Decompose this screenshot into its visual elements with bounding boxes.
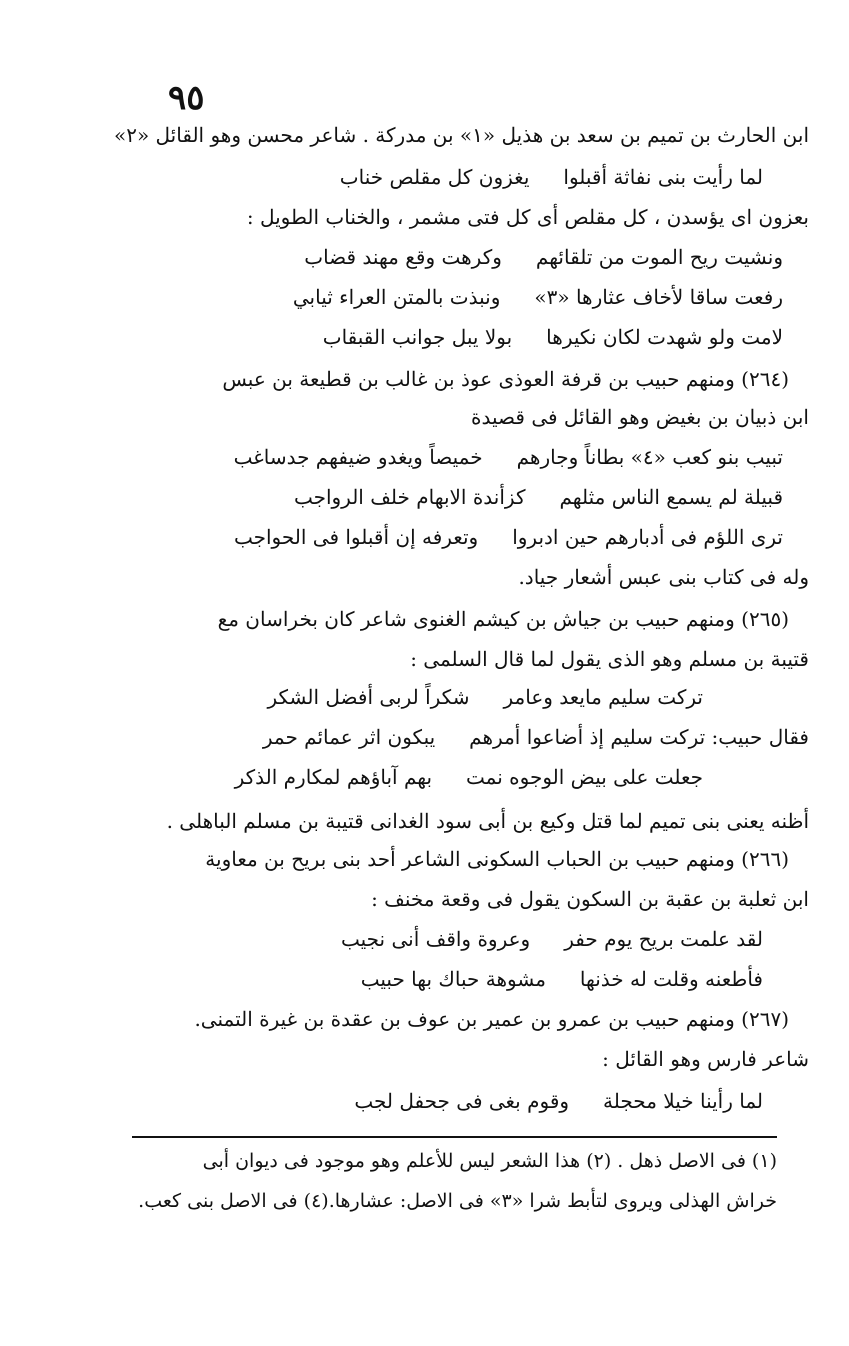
verse-second-hemistich: خميصاً ويغدو ضيفهم جدساغب: [233, 445, 483, 469]
text-line: وله فى كتاب بنى عبس أشعار جياد.: [518, 565, 809, 589]
verse-first-hemistich: ترى اللؤم فى أدبارهم حين ادبروا: [512, 525, 783, 549]
verse-second-hemistich: وكرهت وقع مهند قضاب: [304, 245, 502, 269]
verse-first-hemistich: تركت سليم مايعد وعامر: [503, 685, 703, 709]
verse-first-hemistich: لما رأيت بنى نفاثة أقبلوا: [563, 165, 763, 189]
verse-second-hemistich: وتعرفه إن أقبلوا فى الحواجب: [233, 525, 479, 549]
verse-second-hemistich: كزأندة الابهام خلف الرواجب: [293, 485, 526, 509]
verse-first-hemistich: رفعت ساقا لأخاف عثارها «٣»: [534, 285, 783, 309]
verse-line: [304, 240, 783, 274]
verse-line: [323, 320, 783, 354]
verse-first-hemistich: قبيلة لم يسمع الناس مثلهم: [559, 485, 783, 509]
verse-line: [234, 520, 783, 554]
verse-first-hemistich: لامت ولو شهدت لكان نكيرها: [546, 325, 783, 349]
verse-second-hemistich: يبكون اثر عمائم حمر: [262, 725, 436, 749]
verse-first-hemistich: فأطعنه وقلت له خذنها: [579, 967, 763, 991]
verse-line: [234, 440, 783, 474]
verse-second-hemistich: بهم آباؤهم لمكارم الذكر: [234, 765, 433, 789]
text-line: (٢٦٦) ومنهم حبيب بن الحباب السكونى الشاعر أحد بنى بريح بن معاوية: [205, 847, 789, 871]
page-number: ٩٥: [168, 78, 205, 118]
verse-second-hemistich: بولا يبل جوانب القبقاب: [322, 325, 513, 349]
verse-first-hemistich: تبيب بنو كعب «٤» بطاناً وجارهم: [516, 445, 783, 469]
verse-second-hemistich: وعروة واقف أنى نجيب: [340, 927, 531, 951]
verse-second-hemistich: يغزون كل مقلص خناب: [339, 165, 530, 189]
verse-line: [361, 962, 763, 996]
verse-line: [294, 480, 783, 514]
verse-second-hemistich: مشوهة حباك بها حبيب: [360, 967, 546, 991]
footnote-line: (١) فى الاصل ذهل . (٢) هذا الشعر ليس للأعلم وهو موجود فى ديوان أبى: [202, 1150, 777, 1172]
verse-second-hemistich: شكراً لربى أفضل الشكر: [267, 685, 470, 709]
verse-line: [341, 922, 763, 956]
text-line: ابن الحارث بن تميم بن سعد بن هذيل «١» بن مدركة . شاعر محسن وهو القائل «٢»: [113, 123, 809, 147]
text-line: ابن ذبيان بن بغيض وهو القائل فى قصيدة: [471, 405, 809, 429]
footnote-line: خراش الهذلى ويروى لتأبط شرا «٣» فى الاصل: عشارها.(٤) فى الاصل بنى كعب.: [138, 1190, 777, 1212]
footnote-divider: [132, 1136, 777, 1138]
text-line: أظنه يعنى بنى تميم لما قتل وكيع بن أبى سود الغدانى قتيبة بن مسلم الباهلى .: [166, 809, 809, 833]
verse-first-hemistich: لقد علمت بريح يوم حفر: [564, 927, 763, 951]
text-line: ابن ثعلبة بن عقبة بن السكون يقول فى وقعة مخنف :: [371, 887, 809, 911]
verse-first-hemistich: جعلت على بيض الوجوه نمت: [466, 765, 703, 789]
verse-first-hemistich: فقال حبيب: تركت سليم إذ أضاعوا أمرهم: [469, 725, 809, 749]
verse-first-hemistich: ونشيت ريح الموت من تلقائهم: [535, 245, 783, 269]
text-line: قتيبة بن مسلم وهو الذى يقول لما قال السلمى :: [410, 647, 809, 671]
text-line: (٢٦٤) ومنهم حبيب بن قرفة العوذى عوذ بن غالب بن قطيعة بن عبس: [222, 367, 789, 391]
verse-line: [354, 1084, 763, 1118]
text-line: (٢٦٧) ومنهم حبيب بن عمرو بن عمير بن عوف بن عقدة بن غيرة التمنى.: [194, 1007, 789, 1031]
verse-line: [267, 680, 703, 714]
text-line: (٢٦٥) ومنهم حبيب بن جياش بن كيشم الغنوى شاعر كان بخراسان مع: [217, 607, 789, 631]
verse-line: [235, 760, 703, 794]
text-line: شاعر فارس وهو القائل :: [602, 1047, 809, 1071]
verse-second-hemistich: ونبذت بالمتن العراء ثيابي: [292, 285, 501, 309]
text-line: بعزون ای يؤسدن ، كل مقلص أى كل فتى مشمر ، والخناب الطويل :: [246, 205, 809, 229]
verse-line: [263, 720, 809, 754]
verse-line: [293, 280, 783, 314]
verse-second-hemistich: وقوم بغى فى جحفل لجب: [354, 1089, 570, 1113]
verse-line: [340, 160, 763, 194]
verse-first-hemistich: لما رأينا خيلا محجلة: [603, 1089, 763, 1113]
